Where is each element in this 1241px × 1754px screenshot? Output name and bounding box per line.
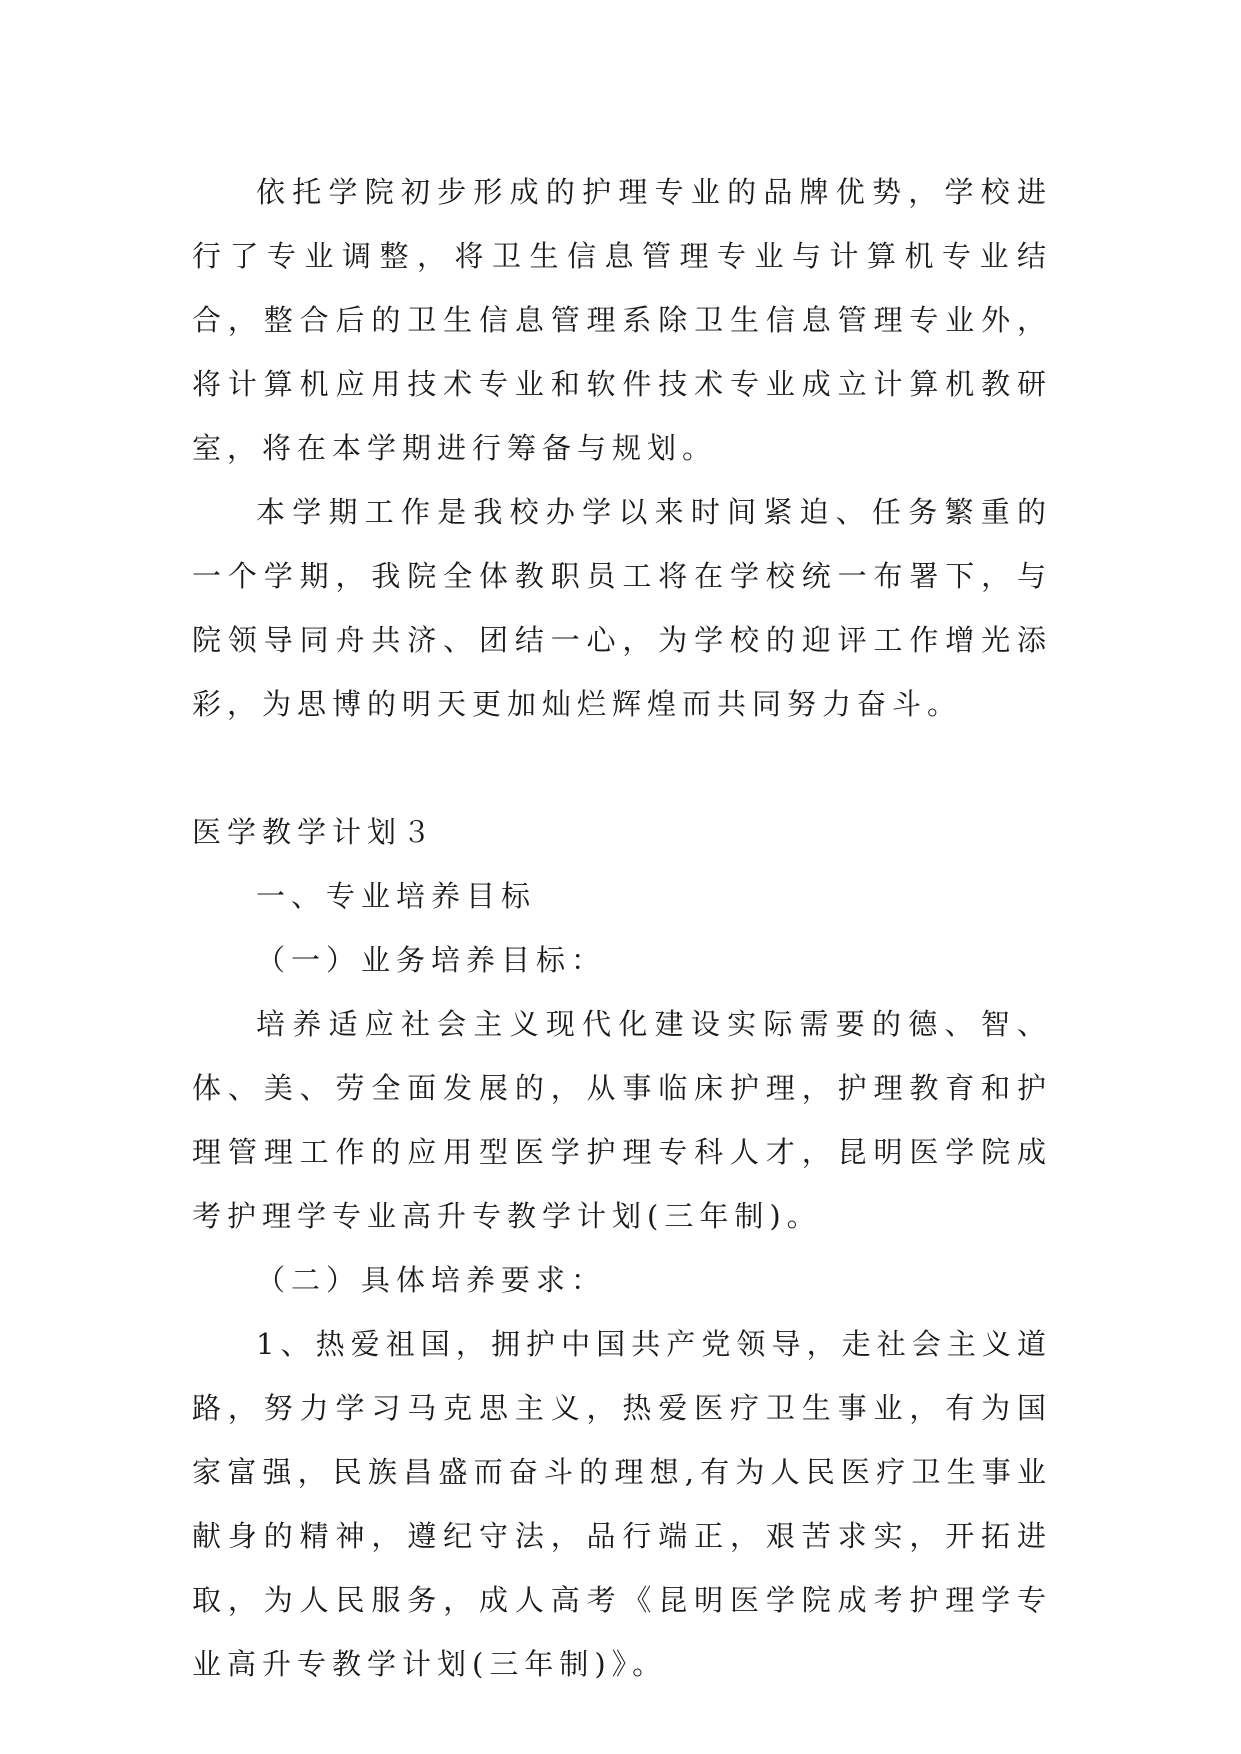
paragraph-major-adjustment: 依托学院初步形成的护理专业的品牌优势，学校进行了专业调整，将卫生信息管理专业与计算机专业结合，整合后的卫生信息管理系除卫生信息管理专业外，将计算机应用技术专业和软件技术专业成立计算机教研室，将在本学期进行筹备与规划。 [192,175,1052,465]
heading-business-goals: （一）业务培养目标： [256,943,607,977]
paragraph-requirement-1: 1、热爱祖国，拥护中国共产党领导，走社会主义道路，努力学习马克思主义，热爱医疗卫生事业，有为国家富强，民族昌盛而奋斗的理想,有为人民医疗卫生事业献身的精神，遵纪守法，品行端正，艰苦求实，开拓进取，为人民服务，成人高考《昆明医学院成考护理学专业高升专教学计划(三年制)》。 [192,1327,1052,1681]
section-spacer [192,736,1052,800]
paragraph-business-goals: 培养适应社会主义现代化建设实际需要的德、智、体、美、劳全面发展的，从事临床护理，护理教育和护理管理工作的应用型医学护理专科人才，昆明医学院成考护理学专业高升专教学计划(三年制)。 [192,1007,1052,1233]
heading-specific-requirements: （二）具体培养要求： [256,1263,607,1297]
section-title: 医学教学计划３ [192,815,438,849]
document-body [192,160,1052,1696]
paragraph-semester-work: 本学期工作是我校办学以来时间紧迫、任务繁重的一个学期，我院全体教职员工将在学校统一布署下，与院领导同舟共济、团结一心，为学校的迎评工作增光添彩，为思博的明天更加灿烂辉煌而共同努力奋斗。 [192,495,1052,721]
heading-training-goals: 一、专业培养目标 [256,879,537,913]
